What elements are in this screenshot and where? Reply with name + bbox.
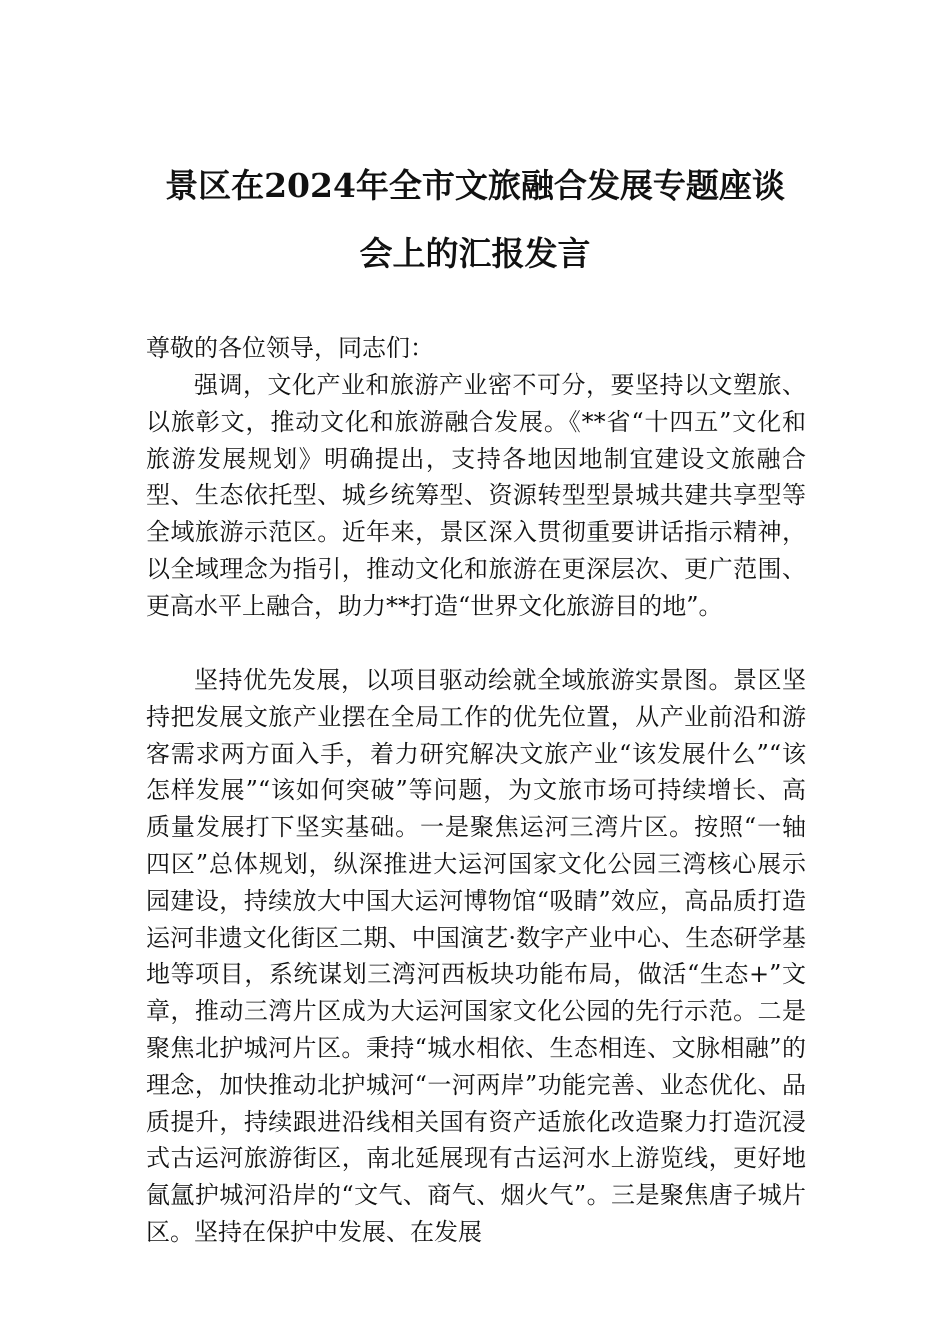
salutation: 尊敬的各位领导，同志们： — [146, 334, 434, 362]
paragraph-1: 强调，文化产业和旅游产业密不可分，要坚持以文塑旅、以旅彰文，推动文化和旅游融合发展。《**省“十四五”文化和旅游发展规划》明确提出，支持各地因地制宜建设文旅融合型、生态依托型、城乡统筹型、资源转型型景城共建共享型等全域旅游示范区。近年来，景区深入贯彻重要讲话指示精神，以全域理念为指引，推动文化和旅游在更深层次、更广范围、更高水平上融合，助力**打造“世界文化旅游目的地”。 — [146, 371, 806, 620]
document-title-line-2: 会上的汇报发言 — [359, 234, 591, 273]
document-title-line-1: 景区在2024年全市文旅融合发展专题座谈 — [165, 166, 785, 205]
paragraph-2: 坚持优先发展，以项目驱动绘就全域旅游实景图。景区坚持把发展文旅产业摆在全局工作的优先位置，从产业前沿和游客需求两方面入手，着力研究解决文旅产业“该发展什么”“该怎样发展”“该如何突破”等问题，为文旅市场可持续增长、高质量发展打下坚实基础。一是聚焦运河三湾片区。按照“一轴四区”总体规划，纵深推进大运河国家文化公园三湾核心展示园建设，持续放大中国大运河博物馆“吸睛”效应，高品质打造运河非遗文化街区二期、中国演艺·数字产业中心、生态研学基地等项目，系统谋划三湾河西板块功能布局，做活“生态+”文章，推动三湾片区成为大运河国家文化公园的先行示范。二是聚焦北护城河片区。秉持“城水相依、生态相连、文脉相融”的理念，加快推动北护城河“一河两岸”功能完善、业态优化、品质提升，持续跟进沿线相关国有资产适旅化改造聚力打造沉浸式古运河旅游街区，南北延展现有古运河水上游览线，更好地氤氲护城河沿岸的“文气、商气、烟火气”。三是聚焦唐子城片区。坚持在保护中发展、在发展 — [146, 666, 806, 1246]
